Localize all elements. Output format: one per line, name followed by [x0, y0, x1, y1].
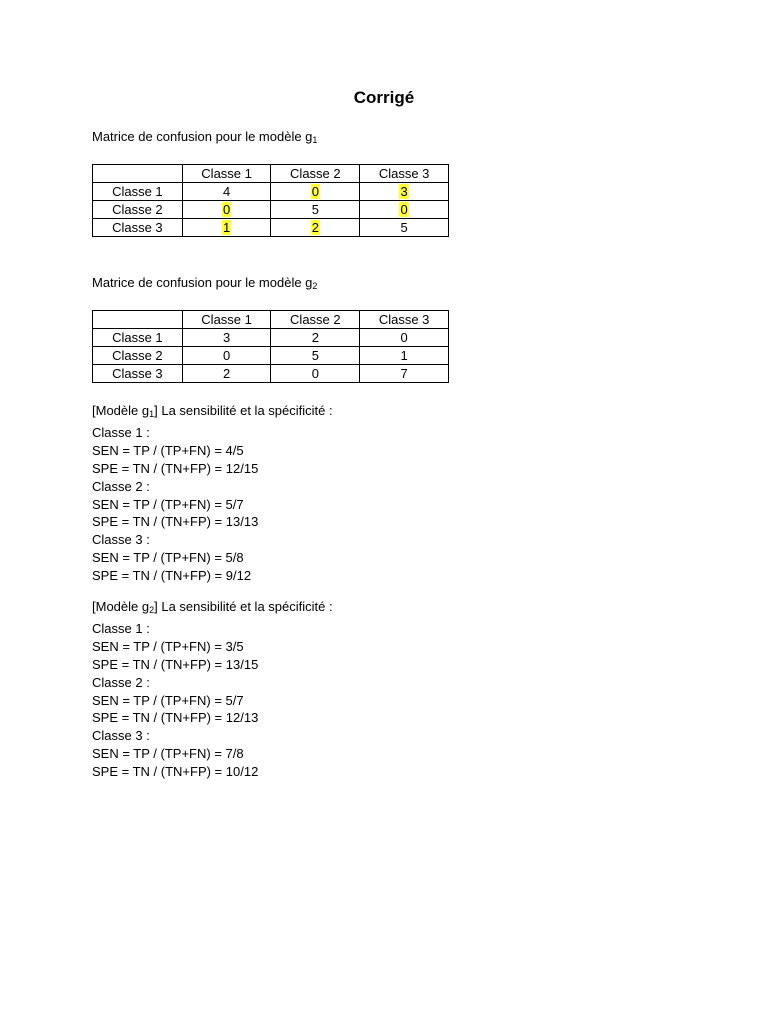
table-cell: 0: [271, 365, 360, 383]
table-row: [93, 365, 449, 383]
cell-value: 1: [222, 220, 231, 235]
table-cell: 2: [182, 365, 271, 383]
header-cell: Classe 1: [182, 311, 271, 329]
cell-value: 0: [311, 184, 319, 199]
header-cell: Classe 3: [360, 311, 449, 329]
list-item: SEN = TP / (TP+FN) = 3/5: [92, 638, 244, 654]
cell-value: 0: [400, 202, 408, 217]
list-item: SEN = TP / (TP+FN) = 7/8: [92, 746, 244, 762]
header-cell: Classe 1: [182, 165, 271, 183]
list-item: Classe 3 :: [92, 532, 150, 548]
table-cell: 3: [182, 329, 271, 347]
table-row: [93, 183, 449, 201]
table-row: [93, 201, 449, 219]
row-label: Classe 2: [93, 201, 183, 219]
table-header-row: [93, 165, 449, 183]
cell-value: 4: [222, 184, 231, 199]
table-cell: 2: [271, 329, 360, 347]
heading-prefix: [Modèle g: [92, 599, 150, 614]
list-item: SEN = TP / (TP+FN) = 5/7: [92, 496, 244, 512]
section-g2-heading: [92, 598, 333, 620]
cell-value: 5: [400, 220, 408, 235]
list-item: SPE = TN / (TN+FP) = 12/13: [92, 710, 259, 726]
table-cell: 5: [271, 347, 360, 365]
confusion-matrix-g2: [92, 310, 449, 383]
list-item: SPE = TN / (TN+FP) = 13/13: [92, 514, 259, 530]
cell-value: 3: [400, 184, 408, 199]
list-item: SEN = TP / (TP+FN) = 5/8: [92, 550, 244, 566]
row-label: Classe 1: [93, 183, 183, 201]
table-cell: [182, 183, 271, 201]
matrix-g2-caption: [92, 275, 317, 291]
list-item: Classe 1 :: [92, 424, 150, 440]
matrix-g1-caption-subscript: 1: [312, 135, 318, 145]
table-cell: 7: [360, 365, 449, 383]
row-label: Classe 3: [93, 365, 183, 383]
table-cell: [360, 183, 449, 201]
header-cell: [93, 165, 183, 183]
heading-suffix: ] La sensibilité et la spécificité :: [154, 599, 333, 614]
table-cell: [360, 219, 449, 237]
section-g2: [92, 598, 333, 781]
header-cell: Classe 3: [360, 165, 449, 183]
table-cell: 0: [360, 329, 449, 347]
cell-value: 0: [222, 202, 231, 217]
table-row: [93, 329, 449, 347]
section-g1: [92, 402, 333, 585]
table-cell: [360, 201, 449, 219]
table-cell: 1: [360, 347, 449, 365]
list-item: Classe 2 :: [92, 478, 150, 494]
list-item: SEN = TP / (TP+FN) = 4/5: [92, 442, 244, 458]
header-cell: Classe 2: [271, 165, 360, 183]
table-row: [93, 347, 449, 365]
row-label: Classe 2: [93, 347, 183, 365]
matrix-g1-caption-text: Matrice de confusion pour le modèle g: [92, 129, 313, 144]
cell-value: 5: [311, 202, 319, 217]
heading-subscript: 1: [149, 409, 155, 419]
table-cell: [182, 201, 271, 219]
list-item: SPE = TN / (TN+FP) = 10/12: [92, 764, 259, 780]
row-label: Classe 3: [93, 219, 183, 237]
list-item: Classe 2 :: [92, 674, 150, 690]
table-cell: [182, 219, 271, 237]
heading-suffix: ] La sensibilité et la spécificité :: [154, 403, 333, 418]
section-g1-heading: [92, 402, 333, 424]
table-header-row: [93, 311, 449, 329]
list-item: SPE = TN / (TN+FP) = 12/15: [92, 460, 259, 476]
list-item: SPE = TN / (TN+FP) = 9/12: [92, 568, 252, 584]
header-cell: Classe 2: [271, 311, 360, 329]
cell-value: 2: [311, 220, 319, 235]
table-row: [93, 219, 449, 237]
confusion-matrix-g1: [92, 164, 449, 237]
matrix-g2-caption-subscript: 2: [312, 281, 318, 291]
heading-prefix: [Modèle g: [92, 403, 150, 418]
list-item: SPE = TN / (TN+FP) = 13/15: [92, 656, 259, 672]
list-item: Classe 1 :: [92, 620, 150, 636]
page-title: Corrigé: [353, 88, 415, 107]
table-cell: [271, 183, 360, 201]
list-item: SEN = TP / (TP+FN) = 5/7: [92, 692, 244, 708]
list-item: Classe 3 :: [92, 728, 150, 744]
matrix-g1-caption: [92, 129, 317, 145]
table-cell: [271, 219, 360, 237]
heading-subscript: 2: [149, 605, 155, 615]
header-cell: [93, 311, 183, 329]
table-cell: 0: [182, 347, 271, 365]
row-label: Classe 1: [93, 329, 183, 347]
table-cell: [271, 201, 360, 219]
matrix-g2-caption-text: Matrice de confusion pour le modèle g: [92, 275, 313, 290]
